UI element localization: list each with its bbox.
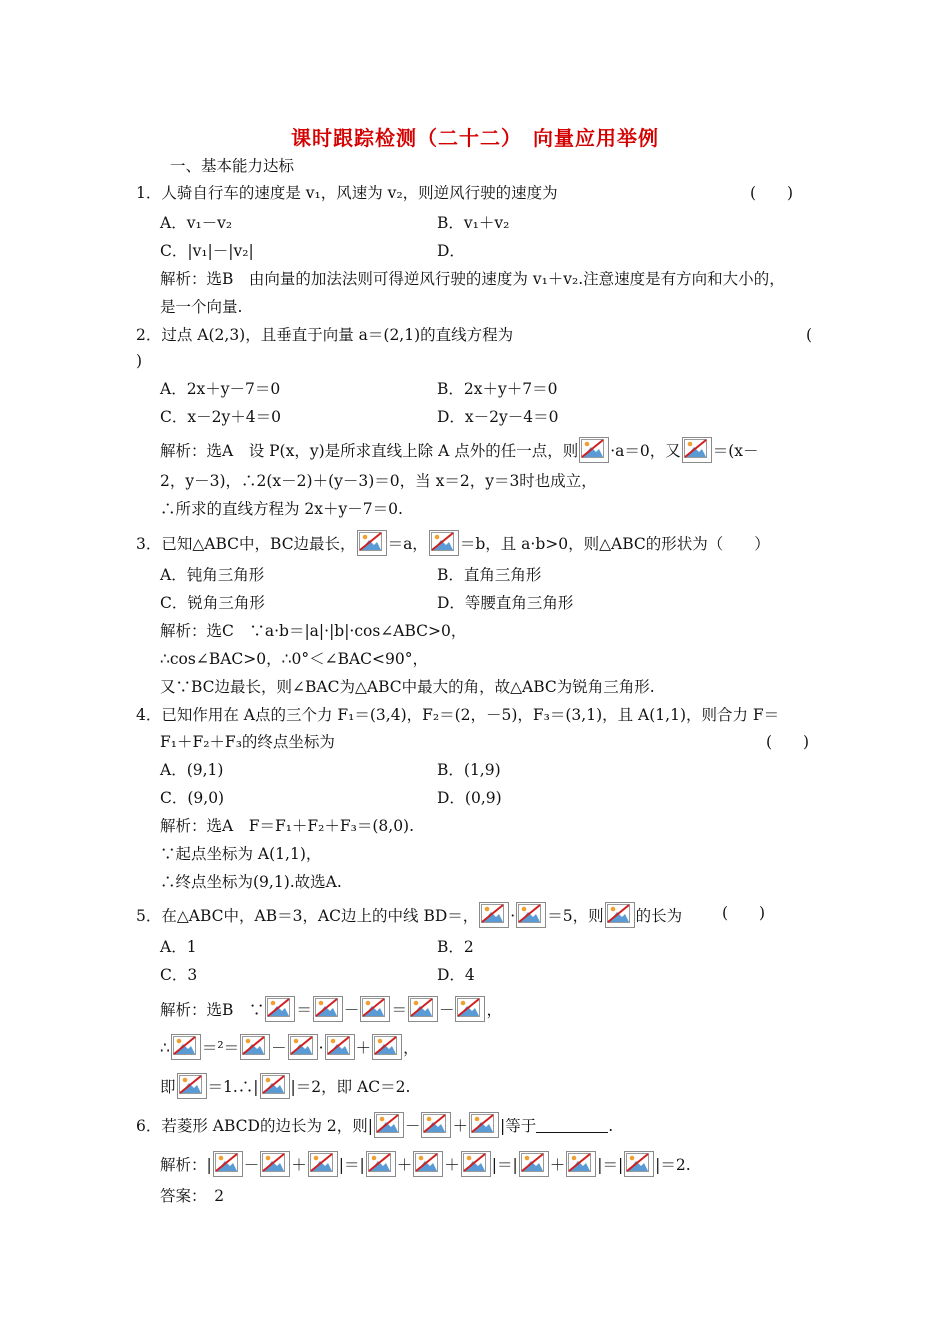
q1-option-c: C．|v₁|－|v₂| <box>160 242 254 260</box>
q6-plus-sign: ＋ <box>444 1156 460 1174</box>
q3-stem-c: ＝b，且 a·b>0，则△ABC的形状为（ ） <box>459 535 770 553</box>
q1-option-d: D． <box>437 242 465 260</box>
q4-option-b: B．(1,9) <box>437 761 501 779</box>
q5-sol3-end: |＝2，即 AC＝2. <box>290 1078 411 1096</box>
vector-image-icon <box>213 1151 243 1177</box>
q5-solution-line2 <box>160 1034 419 1060</box>
q6-stem-end: . <box>608 1117 614 1135</box>
vector-image-icon <box>519 1151 549 1177</box>
page-title: 课时跟踪检测（二十二） 向量应用举例 <box>291 126 659 150</box>
q1-solution-line2: 是一个向量. <box>160 298 243 316</box>
q6-plus-sign: ＋ <box>396 1156 413 1174</box>
q5-bracket: ( ) <box>722 904 766 922</box>
vector-image-icon <box>374 1112 404 1138</box>
q5-stem-b: · <box>510 907 516 925</box>
vector-image-icon <box>579 437 609 463</box>
q2-solution-line1 <box>160 437 759 463</box>
q5-sol2-prefix: ∴ <box>160 1039 170 1057</box>
q4-stem-line2: F₁＋F₂＋F₃的终点坐标为 <box>160 733 335 751</box>
vector-image-icon <box>421 1112 451 1138</box>
q6-minus-sign: － <box>243 1156 260 1174</box>
q2-option-c: C．x－2y＋4＝0 <box>160 408 281 426</box>
vector-image-icon <box>325 1034 355 1060</box>
q5-option-a: A．1 <box>160 938 197 956</box>
q3-stem <box>136 530 770 556</box>
q5-solution-line1 <box>160 996 502 1022</box>
vector-image-icon <box>682 437 712 463</box>
q5-minus-sign: － <box>438 1001 455 1019</box>
q2-sol-text-c: ＝(x－ <box>712 442 759 460</box>
q6-plus-sign: ＋ <box>452 1117 468 1135</box>
q5-eq-sign: ＝ <box>391 1001 407 1019</box>
q6-stem-b: |等于 <box>500 1117 537 1135</box>
q4-option-d: D．(0,9) <box>437 789 502 807</box>
q5-stem-d: 的长为 <box>635 907 683 925</box>
q3-solution-line3: 又∵BC边最长，则∠BAC为△ABC中最大的角，故△ABC为锐角三角形. <box>160 678 655 696</box>
q6-answer: 答案： 2 <box>160 1187 225 1205</box>
q6-sol-end: |＝2. <box>655 1156 691 1174</box>
q6-solution <box>160 1151 691 1177</box>
q4-solution-line2: ∵起点坐标为 A(1,1)， <box>160 845 322 863</box>
q3-option-c: C．锐角三角形 <box>160 594 265 612</box>
q6-stem <box>136 1112 613 1138</box>
q4-solution-line3: ∴终点坐标为(9,1).故选A. <box>160 873 342 891</box>
q5-eq-sign: ＝ <box>296 1001 312 1019</box>
answer-blank <box>536 1118 608 1133</box>
vector-image-icon <box>479 902 509 928</box>
q5-comma: ， <box>403 1039 419 1057</box>
q5-comma: ， <box>486 1001 502 1019</box>
q2-sol-text-a: 解析：选A 设 P(x，y)是所求直线上除 A 点外的任一点，则 <box>160 442 579 460</box>
q5-dot-sign: · <box>318 1039 324 1057</box>
vector-image-icon <box>624 1151 654 1177</box>
q2-option-b: B．2x＋y＋7＝0 <box>437 380 558 398</box>
vector-image-icon <box>313 996 343 1022</box>
vector-image-icon <box>171 1034 201 1060</box>
vector-image-icon <box>260 1073 290 1099</box>
q2-stem: 2．过点 A(2,3)，且垂直于向量 a＝(2,1)的直线方程为 <box>136 326 514 344</box>
q2-bracket-open: ( <box>806 326 813 344</box>
vector-image-icon <box>265 996 295 1022</box>
vector-image-icon <box>408 996 438 1022</box>
q1-stem: 1．人骑自行车的速度是 v₁，风速为 v₂，则逆风行驶的速度为 <box>136 184 558 202</box>
q4-solution-line1: 解析：选A F＝F₁＋F₂＋F₃＝(8,0). <box>160 817 415 835</box>
q3-stem-a: 3．已知△ABC中，BC边最长， <box>136 535 356 553</box>
section-heading: 一、基本能力达标 <box>170 157 295 175</box>
vector-image-icon <box>605 902 635 928</box>
q1-bracket: ( ) <box>750 184 794 202</box>
q5-stem-c: ＝5，则 <box>547 907 604 925</box>
vector-image-icon <box>429 530 459 556</box>
q1-option-a: A．v₁－v₂ <box>160 214 233 232</box>
q6-bar-eq: |＝| <box>338 1156 365 1174</box>
q5-option-c: C．3 <box>160 966 198 984</box>
q3-solution-line1: 解析：选C ∵a·b＝|a|·|b|·cos∠ABC>0， <box>160 622 467 640</box>
q6-minus-sign: － <box>404 1117 421 1135</box>
q5-sol2-squared: ＝²＝ <box>201 1039 240 1057</box>
q6-plus-sign: ＋ <box>549 1156 566 1174</box>
q6-sol-prefix: 解析：| <box>160 1156 212 1174</box>
q4-option-c: C．(9,0) <box>160 789 225 807</box>
q3-option-d: D．等腰直角三角形 <box>437 594 574 612</box>
vector-image-icon <box>413 1151 443 1177</box>
q5-sol3-prefix: 即 <box>160 1078 176 1096</box>
q5-plus-sign: ＋ <box>355 1039 372 1057</box>
q2-sol-text-b: ·a＝0，又 <box>610 442 681 460</box>
q6-bar-eq: |＝| <box>491 1156 518 1174</box>
q5-sol1-prefix: 解析：选B ∵ <box>160 1001 265 1019</box>
vector-image-icon <box>372 1034 402 1060</box>
vector-image-icon <box>288 1034 318 1060</box>
vector-image-icon <box>177 1073 207 1099</box>
q3-option-a: A．钝角三角形 <box>160 566 265 584</box>
q4-stem-line1: 4．已知作用在 A点的三个力 F₁＝(3,4)，F₂＝(2，－5)，F₃＝(3,1)，且 A(1,1)，则合力 F＝ <box>136 706 780 724</box>
q6-plus-sign: ＋ <box>291 1156 307 1174</box>
q2-solution-line3: ∴所求的直线方程为 2x＋y－7＝0. <box>160 500 403 518</box>
vector-image-icon <box>308 1151 338 1177</box>
q5-minus-sign: － <box>343 1001 360 1019</box>
q2-bracket-close: ) <box>136 352 143 370</box>
q2-option-d: D．x－2y－4＝0 <box>437 408 559 426</box>
vector-image-icon <box>455 996 485 1022</box>
vector-image-icon <box>360 996 390 1022</box>
vector-image-icon <box>366 1151 396 1177</box>
vector-image-icon <box>566 1151 596 1177</box>
vector-image-icon <box>357 530 387 556</box>
q6-bar-eq: |＝| <box>597 1156 624 1174</box>
q3-solution-line2: ∴cos∠BAC>0，∴0°＜∠BAC<90°， <box>160 650 428 668</box>
q1-solution-line1: 解析：选B 由向量的加法法则可得逆风行驶的速度为 v₁＋v₂.注意速度是有方向和大小的， <box>160 270 785 288</box>
q5-solution-line3 <box>160 1073 410 1099</box>
q4-bracket: ( ) <box>766 733 810 751</box>
vector-image-icon <box>469 1112 499 1138</box>
q2-option-a: A．2x＋y－7＝0 <box>160 380 281 398</box>
vector-image-icon <box>516 902 546 928</box>
q6-stem-a: 6．若菱形 ABCD的边长为 2，则| <box>136 1117 373 1135</box>
q5-stem-a: 5．在△ABC中，AB＝3，AC边上的中线 BD＝， <box>136 907 479 925</box>
vector-image-icon <box>461 1151 491 1177</box>
vector-image-icon <box>240 1034 270 1060</box>
vector-image-icon <box>260 1151 290 1177</box>
q2-solution-line2: 2，y－3)，∴2(x－2)＋(y－3)＝0，当 x＝2，y＝3时也成立， <box>160 472 597 490</box>
q5-stem <box>136 902 682 928</box>
q1-option-b: B．v₁＋v₂ <box>437 214 510 232</box>
q3-option-b: B．直角三角形 <box>437 566 542 584</box>
q5-option-d: D．4 <box>437 966 475 984</box>
q4-option-a: A．(9,1) <box>160 761 224 779</box>
q5-sol3-mid: ＝1.∴| <box>207 1078 259 1096</box>
q5-option-b: B．2 <box>437 938 474 956</box>
q5-minus-sign: － <box>271 1039 287 1057</box>
q3-stem-b: ＝a， <box>387 535 428 553</box>
